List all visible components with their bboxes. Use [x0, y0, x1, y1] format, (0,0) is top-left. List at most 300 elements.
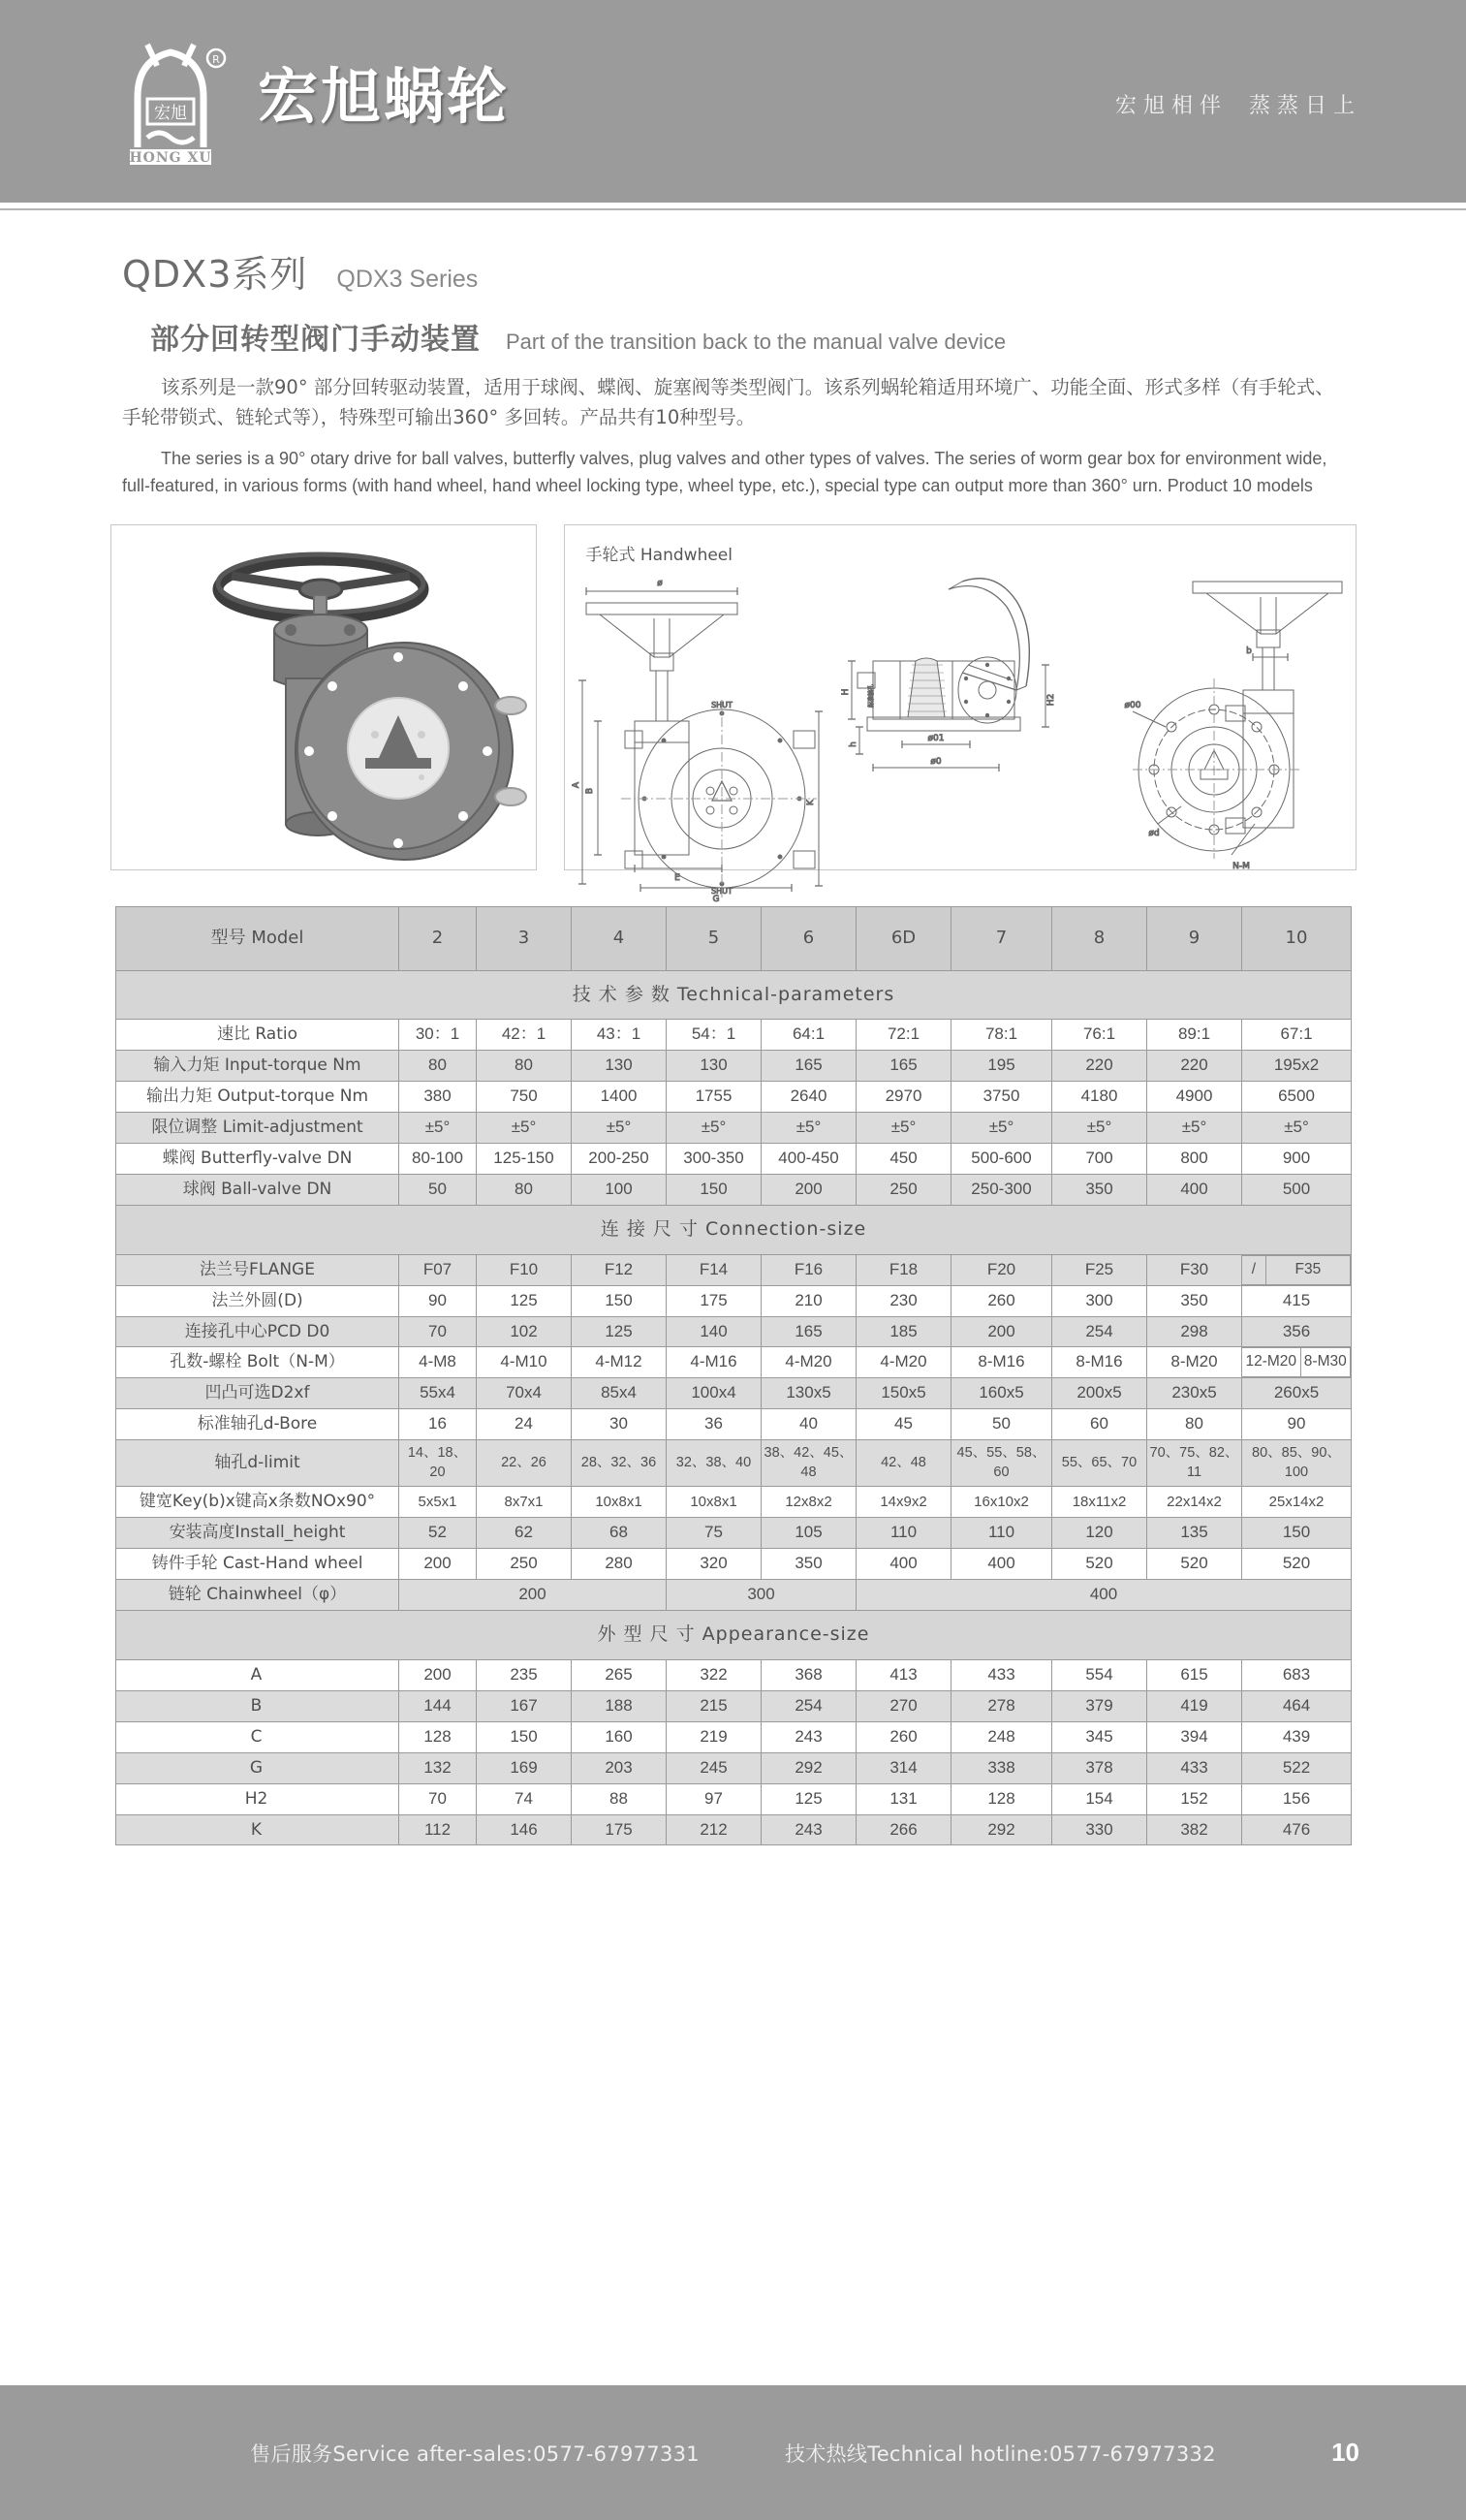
page-number: 10	[1331, 2438, 1359, 2467]
data-cell: 125	[762, 1783, 857, 1814]
data-cell: 345	[1052, 1721, 1147, 1752]
data-cell: 292	[951, 1814, 1052, 1845]
data-cell: 700	[1052, 1144, 1147, 1175]
data-cell: 520	[1052, 1549, 1147, 1580]
data-cell: 260	[951, 1285, 1052, 1316]
data-cell: ±5°	[667, 1113, 762, 1144]
data-cell: 500-600	[951, 1144, 1052, 1175]
model-header-cell: 7	[951, 907, 1052, 970]
data-cell: 88	[572, 1783, 667, 1814]
data-cell: 100x4	[667, 1378, 762, 1409]
data-cell: 14、18、20	[399, 1440, 477, 1487]
data-cell: 254	[1052, 1316, 1147, 1347]
data-cell: 200-250	[572, 1144, 667, 1175]
data-cell: 338	[951, 1752, 1052, 1783]
data-cell: 125	[572, 1316, 667, 1347]
product-photo	[110, 524, 537, 870]
row-label: 安装高度Install_height	[116, 1518, 399, 1549]
data-cell: ±5°	[1052, 1113, 1147, 1144]
data-cell: 203	[572, 1752, 667, 1783]
data-cell: 300-350	[667, 1144, 762, 1175]
page-header	[0, 0, 1466, 205]
svg-text:宏旭: 宏旭	[154, 104, 187, 123]
model-header-cell: 3	[477, 907, 572, 970]
data-cell: 80、85、90、100	[1242, 1440, 1352, 1487]
model-header-cell: 4	[572, 907, 667, 970]
svg-text:A: A	[571, 782, 581, 789]
data-cell: 42：1	[477, 1020, 572, 1051]
data-cell: 210	[762, 1285, 857, 1316]
data-cell: 322	[667, 1659, 762, 1690]
data-cell: 185	[857, 1316, 951, 1347]
data-cell: 4-M20	[762, 1347, 857, 1378]
data-cell: 520	[1147, 1549, 1242, 1580]
row-label: 标准轴孔d-Bore	[116, 1409, 399, 1440]
table-row	[116, 1487, 1352, 1518]
data-cell: 110	[951, 1518, 1052, 1549]
data-cell: 2640	[762, 1082, 857, 1113]
data-subcell: /	[1242, 1255, 1265, 1284]
data-cell: 90	[1242, 1409, 1352, 1440]
data-cell: F10	[477, 1254, 572, 1285]
row-label: K	[116, 1814, 399, 1845]
data-cell: 76:1	[1052, 1020, 1147, 1051]
table-row	[116, 1549, 1352, 1580]
series-title-row	[122, 244, 1466, 298]
svg-text:ø01: ø01	[927, 734, 944, 744]
data-cell: 243	[762, 1721, 857, 1752]
data-cell: 102	[477, 1316, 572, 1347]
specification-table-wrap	[115, 906, 1351, 1845]
data-cell: 380	[399, 1082, 477, 1113]
row-label: 链轮 Chainwheel（φ）	[116, 1580, 399, 1611]
data-cell: 8-M16	[1052, 1347, 1147, 1378]
row-label: C	[116, 1721, 399, 1752]
table-row	[116, 1518, 1352, 1549]
row-label: 轴孔d-limit	[116, 1440, 399, 1487]
data-cell: 150	[1242, 1518, 1352, 1549]
svg-text:HONG XU: HONG XU	[129, 150, 212, 166]
data-cell: ±5°	[1242, 1113, 1352, 1144]
intro-paragraph-cn: 该系列是一款90° 部分回转驱动装置，适用于球阀、蝶阀、旋塞阀等类型阀门。该系列蜗轮箱适用环境广、功能全面、形式多样（有手轮式、手轮带锁式、链轮式等），特殊型可输出360° 多回转。产品共有10种型号。	[122, 376, 1334, 428]
data-cell: 165	[762, 1316, 857, 1347]
data-cell: ±5°	[399, 1113, 477, 1144]
data-cell: 152	[1147, 1783, 1242, 1814]
figures-row	[0, 524, 1466, 905]
data-cell: 433	[951, 1659, 1052, 1690]
data-cell: 368	[762, 1659, 857, 1690]
data-cell: 200	[399, 1659, 477, 1690]
data-cell: 16x10x2	[951, 1487, 1052, 1518]
data-cell: 90	[399, 1285, 477, 1316]
data-cell: 131	[857, 1783, 951, 1814]
model-header-cell: 6D	[857, 907, 951, 970]
data-cell: 80-100	[399, 1144, 477, 1175]
data-cell: 28、32、36	[572, 1440, 667, 1487]
series-title-en: QDX3 Series	[336, 266, 479, 293]
data-cell: 5x5x1	[399, 1487, 477, 1518]
data-cell: 188	[572, 1690, 667, 1721]
data-cell: 43：1	[572, 1020, 667, 1051]
svg-text:G: G	[712, 895, 719, 905]
row-label: 球阀 Ball-valve DN	[116, 1175, 399, 1206]
table-row	[116, 1082, 1352, 1113]
data-cell: 125-150	[477, 1144, 572, 1175]
data-cell: 1400	[572, 1082, 667, 1113]
data-subcell: 12-M20	[1242, 1348, 1300, 1377]
svg-text:b: b	[1245, 646, 1252, 657]
data-cell: 4-M10	[477, 1347, 572, 1378]
data-cell: F25	[1052, 1254, 1147, 1285]
section-header-connection	[116, 1206, 1352, 1255]
data-cell: 394	[1147, 1721, 1242, 1752]
data-cell: 55x4	[399, 1378, 477, 1409]
row-label: 输入力矩 Input-torque Nm	[116, 1051, 399, 1082]
model-header-cell: 9	[1147, 907, 1242, 970]
table-row	[116, 1347, 1352, 1378]
data-cell: 320	[667, 1549, 762, 1580]
data-cell: 350	[1147, 1285, 1242, 1316]
data-cell: 12x8x2	[762, 1487, 857, 1518]
data-cell: 439	[1242, 1721, 1352, 1752]
data-cell: 32、38、40	[667, 1440, 762, 1487]
data-cell: 260	[857, 1721, 951, 1752]
table-row	[116, 1285, 1352, 1316]
data-cell: 280	[572, 1549, 667, 1580]
table-row	[116, 1378, 1352, 1409]
data-cell: 167	[477, 1690, 572, 1721]
data-cell: 50	[399, 1175, 477, 1206]
data-cell: 150	[667, 1175, 762, 1206]
after-sales-text: 售后服务Service after-sales:0577-67977331	[250, 2441, 700, 2466]
data-cell: 4180	[1052, 1082, 1147, 1113]
data-cell-split	[1242, 1254, 1352, 1285]
data-cell: 200	[762, 1175, 857, 1206]
data-cell: 243	[762, 1814, 857, 1845]
data-cell: 80	[1147, 1409, 1242, 1440]
row-label: 限位调整 Limit-adjustment	[116, 1113, 399, 1144]
row-label: 蝶阀 Butterfly-valve DN	[116, 1144, 399, 1175]
data-cell: 250	[857, 1175, 951, 1206]
brand-name-cn: 宏旭蜗轮	[258, 61, 511, 132]
data-cell: 70、75、82、11	[1147, 1440, 1242, 1487]
data-cell: 74	[477, 1783, 572, 1814]
data-cell: 72:1	[857, 1020, 951, 1051]
data-cell: 165	[762, 1051, 857, 1082]
data-cell: 22x14x2	[1147, 1487, 1242, 1518]
svg-text:N-M: N-M	[1232, 862, 1250, 872]
hongxu-logo-icon	[109, 39, 233, 165]
table-row	[116, 1814, 1352, 1845]
data-cell: 132	[399, 1752, 477, 1783]
row-label: 孔数-螺栓 Bolt（N-M）	[116, 1347, 399, 1378]
data-cell-group: 400	[857, 1580, 1352, 1611]
data-cell-group: 300	[667, 1580, 857, 1611]
table-row	[116, 1783, 1352, 1814]
data-cell: 200x5	[1052, 1378, 1147, 1409]
data-cell: 235	[477, 1659, 572, 1690]
section-title-appearance: 外 型 尺 寸 Appearance-size	[116, 1611, 1352, 1660]
technical-drawing	[564, 524, 1357, 905]
row-label: 凹凸可选D2xf	[116, 1378, 399, 1409]
data-cell: 4-M16	[667, 1347, 762, 1378]
data-cell: 400	[857, 1549, 951, 1580]
data-cell: 195x2	[1242, 1051, 1352, 1082]
data-cell: 80	[399, 1051, 477, 1082]
data-cell: 450	[857, 1144, 951, 1175]
data-cell: 278	[951, 1690, 1052, 1721]
table-row	[116, 1752, 1352, 1783]
data-cell: 150x5	[857, 1378, 951, 1409]
svg-text:SHUT: SHUT	[710, 701, 733, 710]
data-cell: 298	[1147, 1316, 1242, 1347]
data-cell: 130	[667, 1051, 762, 1082]
data-cell: 64:1	[762, 1020, 857, 1051]
data-cell: 85x4	[572, 1378, 667, 1409]
data-cell: 245	[667, 1752, 762, 1783]
data-cell: 130	[572, 1051, 667, 1082]
data-cell: 419	[1147, 1690, 1242, 1721]
table-row	[116, 1721, 1352, 1752]
data-cell: 70	[399, 1783, 477, 1814]
svg-text:ø00: ø00	[1124, 701, 1140, 711]
slogan-right: 蒸蒸日上	[1248, 94, 1361, 118]
section-title-technical: 技 术 参 数 Technical-parameters	[116, 970, 1352, 1020]
table-header-row	[116, 907, 1352, 970]
data-cell: 350	[1052, 1175, 1147, 1206]
data-cell: 413	[857, 1659, 951, 1690]
data-cell: 120	[1052, 1518, 1147, 1549]
hotline-text: 技术热线Technical hotline:0577-67977332	[784, 2441, 1216, 2466]
data-cell: 18x11x2	[1052, 1487, 1147, 1518]
data-cell: 200	[399, 1549, 477, 1580]
data-cell: 60	[1052, 1409, 1147, 1440]
row-label: 法兰外圆(D)	[116, 1285, 399, 1316]
data-cell: 8x7x1	[477, 1487, 572, 1518]
row-label: 铸件手轮 Cast-Hand wheel	[116, 1549, 399, 1580]
page-content	[0, 208, 1466, 2382]
page-footer	[0, 2382, 1466, 2520]
drawing-label: 手轮式 Handwheel	[585, 546, 733, 566]
model-header-cell: 8	[1052, 907, 1147, 970]
table-row	[116, 1051, 1352, 1082]
data-cell: 52	[399, 1518, 477, 1549]
data-cell: 89:1	[1147, 1020, 1242, 1051]
data-cell: 140	[667, 1316, 762, 1347]
data-cell: 135	[1147, 1518, 1242, 1549]
data-cell: 6500	[1242, 1082, 1352, 1113]
table-row	[116, 1254, 1352, 1285]
data-cell: 24	[477, 1409, 572, 1440]
svg-text:E: E	[673, 873, 680, 884]
row-label: H2	[116, 1783, 399, 1814]
data-cell: 220	[1052, 1051, 1147, 1082]
data-cell: 97	[667, 1783, 762, 1814]
data-cell: 62	[477, 1518, 572, 1549]
data-cell: 379	[1052, 1690, 1147, 1721]
data-cell: 50	[951, 1409, 1052, 1440]
section-title-connection: 连 接 尺 寸 Connection-size	[116, 1206, 1352, 1255]
table-row	[116, 1316, 1352, 1347]
data-cell: F18	[857, 1254, 951, 1285]
data-cell: F12	[572, 1254, 667, 1285]
data-cell: 68	[572, 1518, 667, 1549]
table-row	[116, 1113, 1352, 1144]
data-cell: 522	[1242, 1752, 1352, 1783]
data-cell: 8-M16	[951, 1347, 1052, 1378]
table-row	[116, 1175, 1352, 1206]
row-label: 输出力矩 Output-torque Nm	[116, 1082, 399, 1113]
data-cell: 144	[399, 1690, 477, 1721]
svg-text:H2: H2	[1045, 694, 1056, 707]
data-cell: 520	[1242, 1549, 1352, 1580]
data-cell: 130x5	[762, 1378, 857, 1409]
data-cell: 169	[477, 1752, 572, 1783]
data-cell: 40	[762, 1409, 857, 1440]
data-cell: 230	[857, 1285, 951, 1316]
data-cell: 615	[1147, 1659, 1242, 1690]
data-cell: 382	[1147, 1814, 1242, 1845]
data-cell: 55、65、70	[1052, 1440, 1147, 1487]
data-cell: 8-M20	[1147, 1347, 1242, 1378]
model-header-cell: 5	[667, 907, 762, 970]
data-cell: 500	[1242, 1175, 1352, 1206]
series-subtitle-cn: 部分回转型阀门手动装置	[150, 323, 481, 357]
data-cell: 150	[477, 1721, 572, 1752]
data-cell: 300	[1052, 1285, 1147, 1316]
data-cell: 378	[1052, 1752, 1147, 1783]
svg-text:K: K	[805, 800, 816, 806]
data-cell: 10x8x1	[667, 1487, 762, 1518]
svg-text:R: R	[212, 53, 220, 66]
intro-paragraph-en-text: The series is a 90° otary drive for ball valves, butterfly valves, plug valves and other types of valves. The series of worm gear box for environment wide, full-featured, in various forms (with hand wheel, hand wheel locking type, wheel type, etc.), special type can output more than 360° urn. Product 10 models	[122, 448, 1327, 496]
data-cell: 683	[1242, 1659, 1352, 1690]
data-cell: 260x5	[1242, 1378, 1352, 1409]
data-cell: ±5°	[1147, 1113, 1242, 1144]
data-cell: 400-450	[762, 1144, 857, 1175]
svg-text:B: B	[584, 788, 595, 795]
data-cell: 219	[667, 1721, 762, 1752]
data-cell: 160x5	[951, 1378, 1052, 1409]
data-cell: 800	[1147, 1144, 1242, 1175]
data-cell: 80	[477, 1051, 572, 1082]
data-cell: 105	[762, 1518, 857, 1549]
data-cell: 154	[1052, 1783, 1147, 1814]
data-cell: 330	[1052, 1814, 1147, 1845]
data-cell: 67:1	[1242, 1020, 1352, 1051]
data-cell: 75	[667, 1518, 762, 1549]
data-cell: 150	[572, 1285, 667, 1316]
data-cell: 112	[399, 1814, 477, 1845]
data-cell: F14	[667, 1254, 762, 1285]
data-cell: 70x4	[477, 1378, 572, 1409]
data-cell: 265	[572, 1659, 667, 1690]
data-cell: ±5°	[951, 1113, 1052, 1144]
data-cell: 30	[572, 1409, 667, 1440]
data-cell: 128	[399, 1721, 477, 1752]
data-cell: 464	[1242, 1690, 1352, 1721]
svg-text:SHUT: SHUT	[710, 887, 733, 897]
data-cell-group: 200	[399, 1580, 667, 1611]
table-row	[116, 1409, 1352, 1440]
data-cell: 160	[572, 1721, 667, 1752]
table-row	[116, 1659, 1352, 1690]
data-subcell: 8-M30	[1300, 1348, 1350, 1377]
data-cell: ±5°	[762, 1113, 857, 1144]
series-subtitle-row	[150, 315, 1466, 358]
data-cell: F20	[951, 1254, 1052, 1285]
data-cell: 350	[762, 1549, 857, 1580]
section-header-appearance	[116, 1611, 1352, 1660]
data-cell: 250	[477, 1549, 572, 1580]
data-cell: 156	[1242, 1783, 1352, 1814]
svg-text:ø: ø	[656, 579, 663, 589]
svg-text:标准轴孔: 标准轴孔	[867, 684, 875, 709]
data-cell: 212	[667, 1814, 762, 1845]
series-subtitle-en: Part of the transition back to the manual valve device	[506, 330, 1007, 354]
model-header-cell: 6	[762, 907, 857, 970]
data-cell: 415	[1242, 1285, 1352, 1316]
data-cell: 45、55、58、60	[951, 1440, 1052, 1487]
data-cell: 254	[762, 1690, 857, 1721]
data-cell: ±5°	[572, 1113, 667, 1144]
data-cell: 80	[477, 1175, 572, 1206]
data-cell: 314	[857, 1752, 951, 1783]
data-cell-split	[1242, 1347, 1352, 1378]
svg-text:ød: ød	[1147, 829, 1160, 839]
svg-text:ø0: ø0	[929, 757, 942, 768]
data-cell: 10x8x1	[572, 1487, 667, 1518]
data-cell: 2970	[857, 1082, 951, 1113]
data-cell: 4900	[1147, 1082, 1242, 1113]
series-title-cn: QDX3系列	[122, 253, 308, 296]
row-label: 连接孔中心PCD D0	[116, 1316, 399, 1347]
model-header-cell: 2	[399, 907, 477, 970]
data-cell: 45	[857, 1409, 951, 1440]
data-cell: 22、26	[477, 1440, 572, 1487]
data-cell: 38、42、45、48	[762, 1440, 857, 1487]
row-label: 速比 Ratio	[116, 1020, 399, 1051]
data-cell: F16	[762, 1254, 857, 1285]
data-cell: 433	[1147, 1752, 1242, 1783]
data-cell: 175	[572, 1814, 667, 1845]
row-label: G	[116, 1752, 399, 1783]
data-cell: 165	[857, 1051, 951, 1082]
svg-text:h: h	[848, 741, 858, 748]
data-cell: 750	[477, 1082, 572, 1113]
data-cell: 16	[399, 1409, 477, 1440]
table-row	[116, 1020, 1352, 1051]
data-cell: 14x9x2	[857, 1487, 951, 1518]
data-cell: 125	[477, 1285, 572, 1316]
data-cell: 200	[951, 1316, 1052, 1347]
row-label: 键宽Key(b)x键高x条数NOx90°	[116, 1487, 399, 1518]
data-cell: 270	[857, 1690, 951, 1721]
data-cell: 25x14x2	[1242, 1487, 1352, 1518]
data-cell: 30：1	[399, 1020, 477, 1051]
row-label: 法兰号FLANGE	[116, 1254, 399, 1285]
data-cell: 128	[951, 1783, 1052, 1814]
row-label: B	[116, 1690, 399, 1721]
table-row	[116, 1580, 1352, 1611]
intro-paragraph-en	[122, 445, 1344, 500]
row-label: A	[116, 1659, 399, 1690]
svg-text:H: H	[840, 689, 851, 696]
data-cell: 220	[1147, 1051, 1242, 1082]
table-row	[116, 1440, 1352, 1487]
section-header-technical	[116, 970, 1352, 1020]
model-header-cell: 10	[1242, 907, 1352, 970]
